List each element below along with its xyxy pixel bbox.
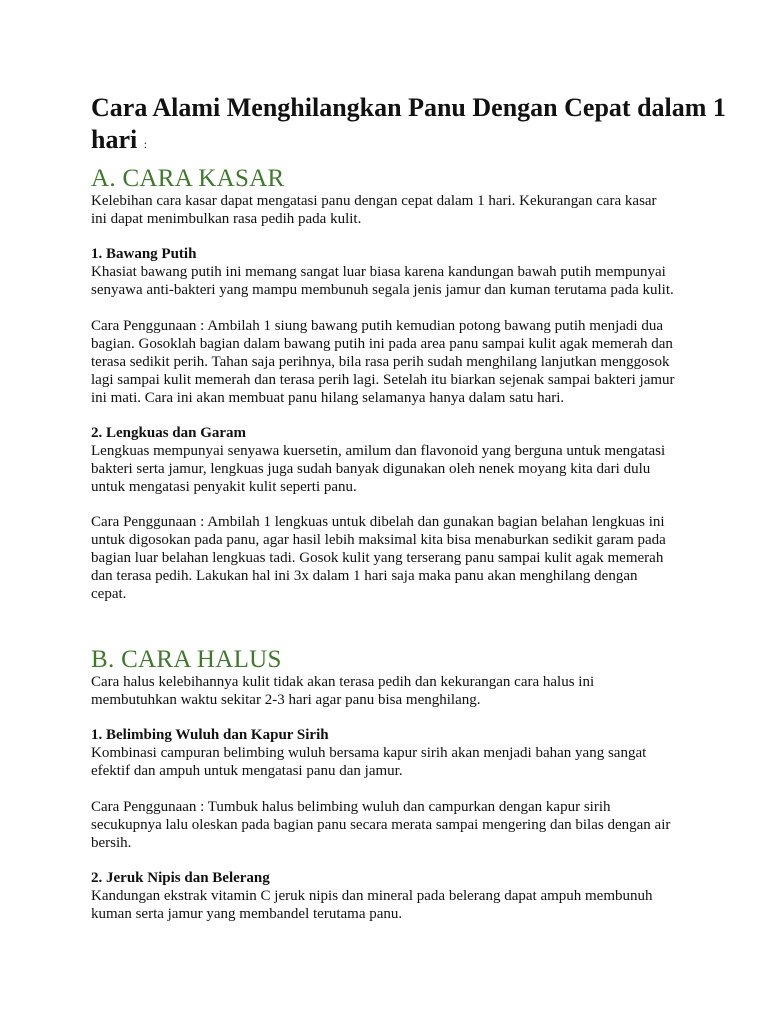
title-colon: : <box>143 137 148 151</box>
text-line: Kombinasi campuran belimbing wuluh bersama kapur sirih akan menjadi bahan yang sangat <box>91 745 647 761</box>
text-line: Khasiat bawang putih ini memang sangat luar biasa karena kandungan bawah putih mempunyai <box>91 264 666 280</box>
text-line: lagi sampai kulit memerah dan terasa perih lagi. Setelah itu biarkan sejenak sampai bakteri jamur <box>91 372 675 388</box>
text-line: untuk digosokan pada panu, agar hasil lebih maksimal kita bisa menaburkan sedikit garam pada <box>91 532 666 548</box>
title-line: Cara Alami Menghilangkan Panu Dengan Cepat dalam 1 <box>91 93 726 122</box>
text-line: membutuhkan waktu sekitar 2-3 hari agar panu bisa menghilang. <box>91 692 481 708</box>
text-line: efektif dan ampuh untuk mengatasi panu dan jamur. <box>91 763 403 779</box>
subheading-bawang-putih: 1. Bawang Putih <box>91 246 197 262</box>
text-line: Cara Penggunaan : Ambilah 1 siung bawang putih kemudian potong bawang putih menjadi dua <box>91 318 663 334</box>
section-a-intro <box>91 192 657 228</box>
text-line: bagian. Gosoklah bagian dalam bawang putih ini pada area panu sampai kulit agak memerah dan <box>91 336 673 352</box>
section-heading-cara-kasar: A. CARA KASAR <box>91 165 285 192</box>
text-line: bakteri serta jamur, lengkuas juga sudah banyak digunakan oleh nenek moyang kita dari dulu <box>91 461 651 477</box>
jeruk-nipis-description <box>91 887 653 923</box>
lengkuas-usage <box>91 513 666 603</box>
text-line: bagian luar belahan lengkuas tadi. Gosok kulit yang terserang panu sampai kulit agak memerah <box>91 550 664 566</box>
subheading-belimbing-wuluh: 1. Belimbing Wuluh dan Kapur Sirih <box>91 727 329 743</box>
text-line: Kandungan ekstrak vitamin C jeruk nipis dan mineral pada belerang dapat ampuh membunuh <box>91 888 653 904</box>
text-line: Cara Penggunaan : Tumbuk halus belimbing wuluh dan campurkan dengan kapur sirih <box>91 799 611 815</box>
text-line: secukupnya lalu oleskan pada bagian panu secara merata sampai mengering dan bilas dengan air <box>91 817 671 833</box>
bawang-putih-description <box>91 263 674 299</box>
text-line: bersih. <box>91 835 132 851</box>
text-line: ini mati. Cara ini akan membuat panu hilang selamanya hanya dalam satu hari. <box>91 390 565 406</box>
subheading-jeruk-nipis: 2. Jeruk Nipis dan Belerang <box>91 870 270 886</box>
belimbing-usage <box>91 798 670 852</box>
subheading-lengkuas-dan-garam: 2. Lengkuas dan Garam <box>91 425 247 441</box>
text-line: senyawa anti-bakteri yang mampu membunuh segala jenis jamur dan kuman terutama pada kulit. <box>91 282 674 298</box>
title-line: hari <box>91 125 138 154</box>
text-line: Lengkuas mempunyai senyawa kuersetin, amilum dan flavonoid yang berguna untuk mengatasi <box>91 443 666 459</box>
text-line: Kelebihan cara kasar dapat mengatasi panu dengan cepat dalam 1 hari. Kekurangan cara kasar <box>91 193 657 209</box>
text-line: untuk mengatasi penyakit kulit seperti panu. <box>91 479 357 495</box>
lengkuas-description <box>91 442 665 496</box>
document-title <box>91 92 726 160</box>
belimbing-description <box>91 744 646 780</box>
text-line: ini dapat menimbulkan rasa pedih pada kulit. <box>91 211 362 227</box>
text-line: dan terasa pedih. Lakukan hal ini 3x dalam 1 hari saja maka panu akan menghilang dengan <box>91 568 638 584</box>
text-line: kuman serta jamur yang membandel terutama panu. <box>91 906 403 922</box>
text-line: terasa sedikit perih. Tahan saja perihnya, bila rasa perih sudah menghilang lanjutkan menggosok <box>91 354 670 370</box>
section-b-intro <box>91 673 594 709</box>
bawang-putih-usage <box>91 317 675 407</box>
text-line: Cara Penggunaan : Ambilah 1 lengkuas untuk dibelah dan gunakan bagian belahan lengkuas ini <box>91 514 665 530</box>
section-heading-cara-halus: B. CARA HALUS <box>91 646 282 673</box>
text-line: Cara halus kelebihannya kulit tidak akan terasa pedih dan kekurangan cara halus ini <box>91 674 595 690</box>
text-line: cepat. <box>91 586 127 602</box>
